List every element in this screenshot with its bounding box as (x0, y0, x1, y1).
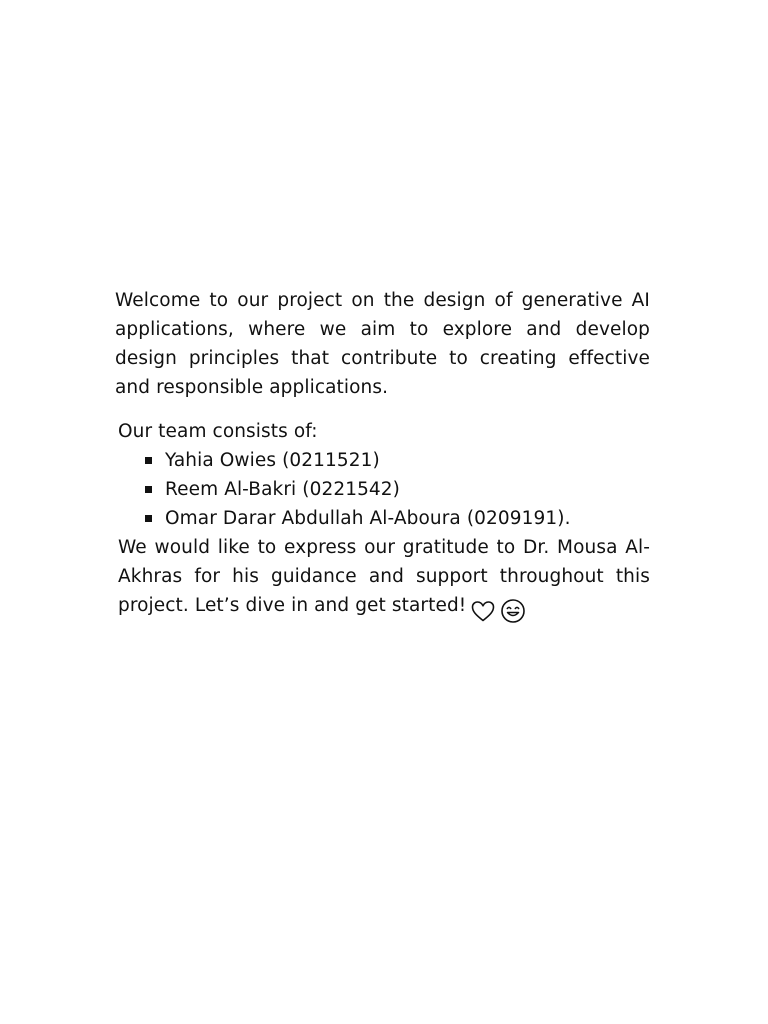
team-member-name: Yahia Owies (0211521) (165, 450, 380, 471)
square-bullet-icon (145, 486, 152, 493)
list-item (142, 446, 650, 475)
emoji-group (470, 596, 527, 625)
list-item (142, 504, 650, 533)
page-content (115, 286, 650, 625)
team-member-list (118, 446, 650, 533)
team-member-name: Omar Darar Abdullah Al-Aboura (0209191). (165, 508, 571, 529)
square-bullet-icon (145, 457, 152, 464)
smiling-face-icon (499, 598, 527, 624)
acknowledgement-paragraph (115, 533, 650, 625)
team-member-name: Reem Al-Bakri (0221542) (165, 479, 400, 500)
list-item (142, 475, 650, 504)
team-section (115, 417, 650, 533)
square-bullet-icon (145, 515, 152, 522)
team-heading: Our team consists of: (118, 421, 318, 442)
heart-outline-icon (470, 599, 496, 623)
acknowledgement-text: We would like to express our gratitude to Dr. Mousa Al-Akhras for his guidance and support throughout this project. Let’s dive in and get started! (118, 537, 650, 616)
intro-paragraph: Welcome to our project on the design of generative AI applications, where we aim to explore and develop design principles that contribute to creating effective and responsible applications. (115, 290, 650, 398)
